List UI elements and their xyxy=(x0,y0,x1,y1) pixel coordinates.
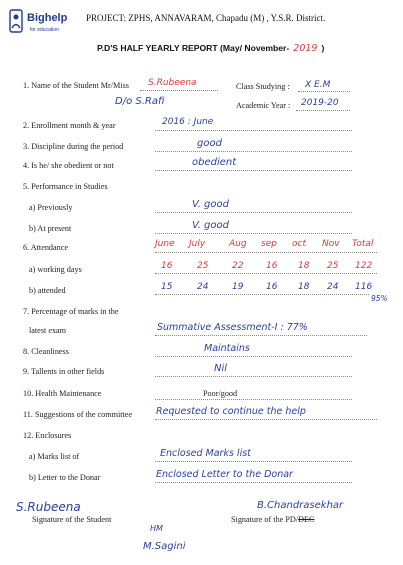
attendance-month: July xyxy=(189,239,206,249)
obedient-value: obedient xyxy=(192,157,237,168)
letter-label: b) Letter to the Donar xyxy=(29,473,101,482)
attendance-month: June xyxy=(155,239,175,249)
pd-signature-label xyxy=(231,515,314,524)
student-parent-value: D/o S.Rafi xyxy=(115,96,165,107)
marks-list-value: Enclosed Marks list xyxy=(160,448,251,459)
student-signature-label: Signature of the Student xyxy=(32,515,112,524)
student-name-value: S.Rubeena xyxy=(148,78,197,88)
attended-value: 24 xyxy=(197,282,209,292)
pd-signature: B.Chandrasekhar xyxy=(257,500,344,511)
attendance-month: oct xyxy=(292,239,306,249)
cleanliness-label: 8. Cleanliness xyxy=(23,347,69,356)
pd-signature-strike: DEC xyxy=(298,515,315,524)
working-days-value: 25 xyxy=(197,261,209,271)
report-title-text: P.D'S HALF YEARLY REPORT (May/ November- xyxy=(97,43,290,53)
attended-value: 19 xyxy=(232,282,244,292)
attended-value: 24 xyxy=(327,282,339,292)
attended-value: 16 xyxy=(266,282,278,292)
report-title xyxy=(97,38,324,56)
working-days-value: 25 xyxy=(327,261,339,271)
marks-label-line1: 7. Percentage of marks in the xyxy=(23,307,119,316)
talents-label: 9. Tallents in other fields xyxy=(23,367,105,376)
class-value: X E.M xyxy=(305,80,331,90)
attendance-month: Total xyxy=(352,239,374,249)
letter-value: Enclosed Letter to the Donar xyxy=(156,469,293,480)
report-title-close: ) xyxy=(321,43,325,53)
student-signature: S.Rubeena xyxy=(16,500,81,514)
talents-value: Nil xyxy=(214,363,228,374)
project-header: PROJECT: ZPHS, ANNAVARAM, Chapadu (M) , Y.S.R. District. xyxy=(86,13,326,23)
enrollment-label: 2. Enrollment month & year xyxy=(23,121,116,130)
class-label: Class Studying : xyxy=(236,82,290,91)
attendance-percentage: 95% xyxy=(371,294,388,303)
marks-label-line2: latest exam xyxy=(29,326,67,335)
attended-label: b) attended xyxy=(29,286,66,295)
pd-signature-label-text: Signature of the PD/ xyxy=(231,515,299,524)
suggestions-value: Requested to continue the help xyxy=(156,406,306,417)
logo-name: Bighelp xyxy=(27,12,68,24)
marks-list-label: a) Marks list of xyxy=(29,452,80,461)
health-value: Poor/good xyxy=(203,389,238,398)
logo-tagline: for education xyxy=(30,27,59,33)
attended-value: 15 xyxy=(161,282,173,292)
academic-year-value: 2019-20 xyxy=(301,98,339,108)
report-year: 2019 xyxy=(293,43,318,54)
performance-label: 5. Performance in Studies xyxy=(23,182,108,191)
attendance-month: sep xyxy=(261,239,277,249)
student-name-label: 1. Name of the Student Mr/Miss xyxy=(23,81,129,90)
attendance-month: Aug xyxy=(229,239,247,249)
working-days-value: 122 xyxy=(355,261,373,271)
enrollment-value: 2016 : June xyxy=(162,117,214,127)
attended-value: 18 xyxy=(298,282,310,292)
working-days-value: 22 xyxy=(232,261,244,271)
discipline-value: good xyxy=(197,138,222,149)
present-label: b) At present xyxy=(29,224,72,233)
cleanliness-value: Maintains xyxy=(204,343,250,354)
working-days-value: 18 xyxy=(298,261,310,271)
marks-value: Summative Assessment-I : 77% xyxy=(157,322,308,333)
bighelp-logo-icon xyxy=(9,9,23,33)
previously-value: V. good xyxy=(192,199,229,210)
hm-mark: HM xyxy=(150,524,163,533)
obedient-label: 4. Is he/ she obedient or not xyxy=(23,161,114,170)
working-days-label: a) working days xyxy=(29,265,82,274)
attendance-label: 6. Attendance xyxy=(23,243,69,252)
academic-year-label: Academic Year : xyxy=(236,101,291,110)
attendance-month: Nov xyxy=(322,239,340,249)
discipline-label: 3. Discipline during the period xyxy=(23,142,124,151)
working-days-value: 16 xyxy=(161,261,173,271)
hm-signature: M.Sagini xyxy=(143,541,186,552)
attended-value: 116 xyxy=(355,282,373,292)
health-label: 10. Health Maintenance xyxy=(23,389,102,398)
previously-label: a) Previously xyxy=(29,203,73,212)
suggestions-label: 11. Suggestions of the committee xyxy=(23,410,133,419)
present-value: V. good xyxy=(192,220,229,231)
enclosures-label: 12. Enclosures xyxy=(23,431,72,440)
working-days-value: 16 xyxy=(266,261,278,271)
